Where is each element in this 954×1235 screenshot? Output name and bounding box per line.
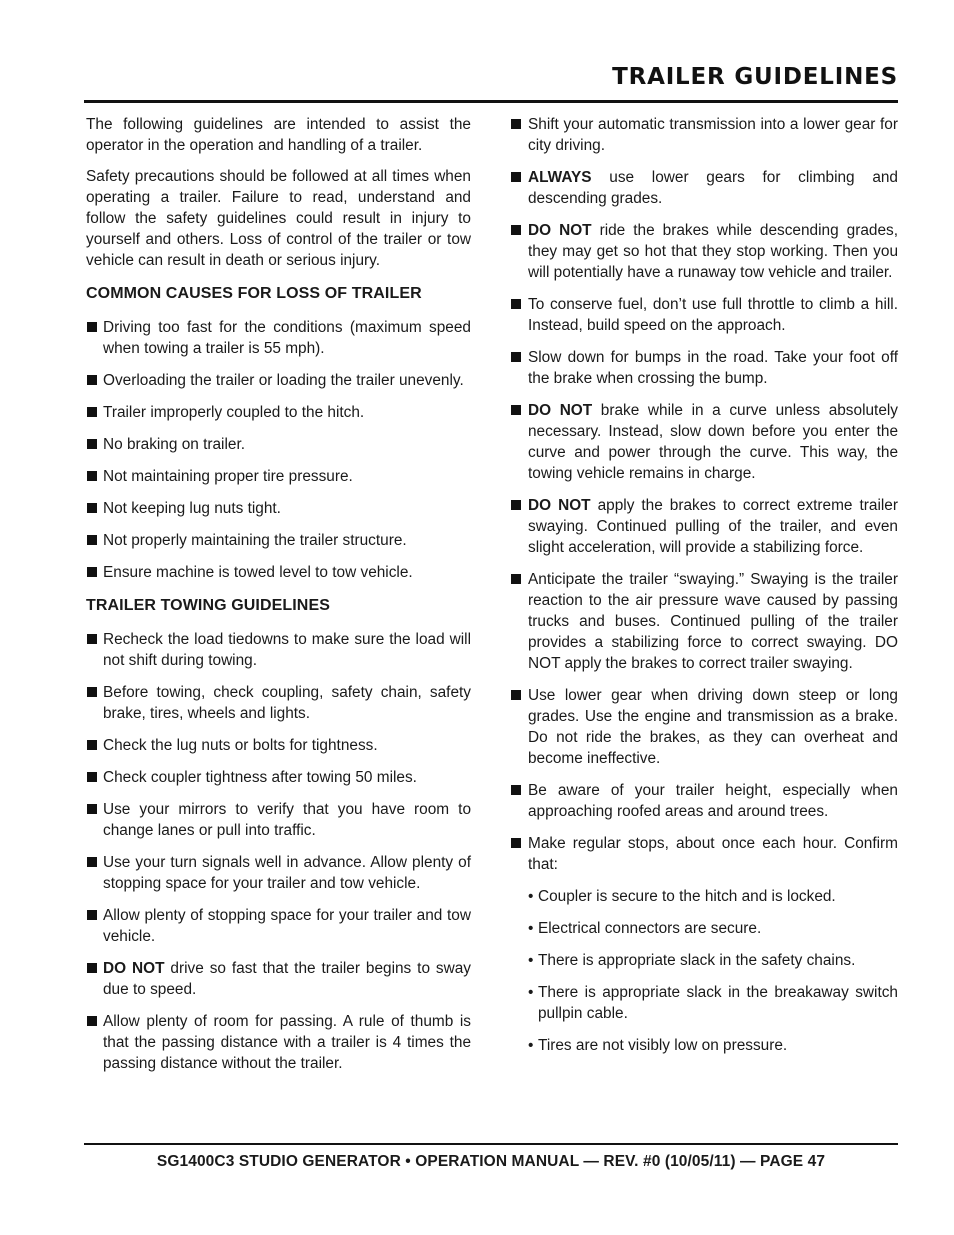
list-item: Before towing, check coupling, safety chain, safety brake, tires, wheels and lights. xyxy=(86,682,471,724)
square-bullet-icon xyxy=(511,119,521,129)
list-item: Use your turn signals well in advance. Allow plenty of stopping space for your trailer and tow vehicle. xyxy=(86,852,471,894)
list-item: • Tires are not visibly low on pressure. xyxy=(528,1037,788,1054)
list-item: DO NOT drive so fast that the trailer begins to sway due to speed. xyxy=(86,958,471,1000)
list-item: Overloading the trailer or loading the trailer unevenly. xyxy=(86,370,471,391)
list-item: Shift your automatic transmission into a lower gear for city driving. xyxy=(510,114,898,156)
square-bullet-icon xyxy=(87,634,97,644)
dot-bullet-icon: • xyxy=(528,920,534,937)
list-item: Check the lug nuts or bolts for tightness. xyxy=(86,735,471,756)
square-bullet-icon xyxy=(511,299,521,309)
causes-heading: COMMON CAUSES FOR LOSS OF TRAILER xyxy=(86,285,422,302)
list-item: ALWAYS use lower gears for climbing and descending grades. xyxy=(510,167,898,209)
towing-list xyxy=(86,629,471,1074)
list-item: Recheck the load tiedowns to make sure the load will not shift during towing. xyxy=(86,629,471,671)
dot-bullet-icon: • xyxy=(528,952,534,969)
list-item: DO NOT ride the brakes while descending grades, they may get so hot that they stop working. Then you will potentially have a runaway tow vehicle and trailer. xyxy=(510,220,898,283)
list-item: No braking on trailer. xyxy=(86,434,471,455)
footer-rule xyxy=(84,1143,898,1145)
causes-list xyxy=(86,317,471,583)
square-bullet-icon xyxy=(87,687,97,697)
driving-list xyxy=(510,114,898,875)
list-item: DO NOT apply the brakes to correct extreme trailer swaying. Continued pulling of the trailer, and even slight acceleration, will provide a stabilizing force. xyxy=(510,495,898,558)
square-bullet-icon xyxy=(87,910,97,920)
square-bullet-icon xyxy=(87,857,97,867)
list-item: • Coupler is secure to the hitch and is locked. xyxy=(528,888,836,905)
square-bullet-icon xyxy=(87,535,97,545)
square-bullet-icon xyxy=(511,785,521,795)
square-bullet-icon xyxy=(87,1016,97,1026)
list-item: Not properly maintaining the trailer structure. xyxy=(86,530,471,551)
square-bullet-icon xyxy=(87,567,97,577)
towing-heading: TRAILER TOWING GUIDELINES xyxy=(86,597,330,614)
square-bullet-icon xyxy=(511,352,521,362)
list-item: Use lower gear when driving down steep or long grades. Use the engine and transmission as a brake. Do not ride the brakes, as they can overheat and become ineffective. xyxy=(510,685,898,769)
page-title: TRAILER GUIDELINES xyxy=(612,64,898,90)
square-bullet-icon xyxy=(87,375,97,385)
list-item: Use your mirrors to verify that you have room to change lanes or pull into traffic. xyxy=(86,799,471,841)
list-item: Allow plenty of room for passing. A rule of thumb is that the passing distance with a trailer is 4 times the passing distance without the trailer. xyxy=(86,1011,471,1074)
list-item: Be aware of your trailer height, especially when approaching roofed areas and around trees. xyxy=(510,780,898,822)
dot-bullet-icon: • xyxy=(528,984,534,1001)
right-column xyxy=(510,114,898,1067)
list-item: Ensure machine is towed level to tow vehicle. xyxy=(86,562,471,583)
list-item: Allow plenty of stopping space for your trailer and tow vehicle. xyxy=(86,905,471,947)
square-bullet-icon xyxy=(87,322,97,332)
list-item: Anticipate the trailer “swaying.” Swaying is the trailer reaction to the air pressure wave caused by passing trucks and buses. Continued pulling of the trailer provides a stabilizing force to correct swaying. DO NOT apply the brakes to correct trailer swaying. xyxy=(510,569,898,674)
list-item: Make regular stops, about once each hour. Confirm that: xyxy=(510,833,898,875)
square-bullet-icon xyxy=(87,503,97,513)
list-item: Trailer improperly coupled to the hitch. xyxy=(86,402,471,423)
square-bullet-icon xyxy=(87,804,97,814)
square-bullet-icon xyxy=(87,963,97,973)
square-bullet-icon xyxy=(511,500,521,510)
list-item: • There is appropriate slack in the breakaway switch pullpin cable. xyxy=(528,984,898,1022)
square-bullet-icon xyxy=(511,225,521,235)
square-bullet-icon xyxy=(511,690,521,700)
list-item: DO NOT brake while in a curve unless absolutely necessary. Instead, slow down before you enter the curve and power through the curve. This way, the towing vehicle remains in charge. xyxy=(510,400,898,484)
square-bullet-icon xyxy=(87,740,97,750)
list-item: • There is appropriate slack in the safety chains. xyxy=(528,952,856,969)
left-column xyxy=(86,114,471,1085)
square-bullet-icon xyxy=(511,405,521,415)
list-item: • Electrical connectors are secure. xyxy=(528,920,762,937)
dot-bullet-icon: • xyxy=(528,1037,534,1054)
square-bullet-icon xyxy=(87,772,97,782)
square-bullet-icon xyxy=(511,838,521,848)
list-item: Not keeping lug nuts tight. xyxy=(86,498,471,519)
confirm-list xyxy=(510,886,898,1056)
intro-paragraph: The following guidelines are intended to assist the operator in the operation and handling of a trailer. xyxy=(86,116,471,154)
list-item: Slow down for bumps in the road. Take your foot off the brake when crossing the bump. xyxy=(510,347,898,389)
list-item: Not maintaining proper tire pressure. xyxy=(86,466,471,487)
list-item: Driving too fast for the conditions (maximum speed when towing a trailer is 55 mph). xyxy=(86,317,471,359)
intro-paragraph: Safety precautions should be followed at all times when operating a trailer. Failure to read, understand and follow the safety guidelines could result in injury to yourself and others. Loss of control of the trailer or tow vehicle can result in death or serious injury. xyxy=(86,168,471,269)
list-item: To conserve fuel, don’t use full throttle to climb a hill. Instead, build speed on the approach. xyxy=(510,294,898,336)
square-bullet-icon xyxy=(87,439,97,449)
square-bullet-icon xyxy=(87,407,97,417)
list-item: Check coupler tightness after towing 50 miles. xyxy=(86,767,471,788)
page-footer: SG1400C3 STUDIO GENERATOR • OPERATION MANUAL — REV. #0 (10/05/11) — PAGE 47 xyxy=(156,1153,826,1170)
header-rule xyxy=(84,100,898,103)
square-bullet-icon xyxy=(87,471,97,481)
dot-bullet-icon: • xyxy=(528,888,534,905)
square-bullet-icon xyxy=(511,574,521,584)
square-bullet-icon xyxy=(511,172,521,182)
